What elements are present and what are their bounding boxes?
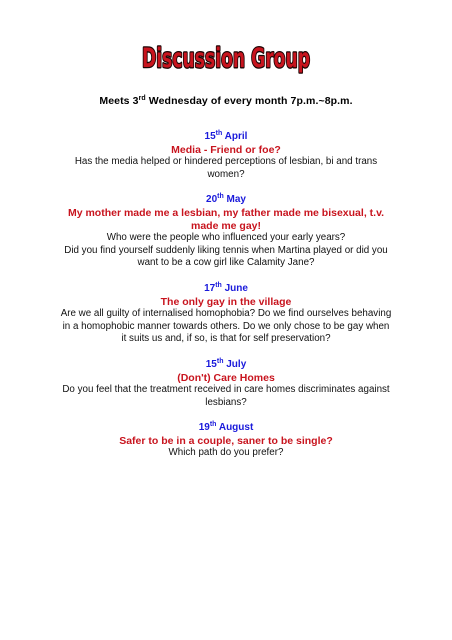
session-topic: (Don't) Care Homes <box>177 371 275 384</box>
sessions-list <box>12 131 440 473</box>
session-date-month: June <box>221 282 248 294</box>
page-title: Discussion Group <box>142 43 310 74</box>
session-topic: The only gay in the village <box>160 295 292 308</box>
session-description-line: it suits us and, if so, is that for self preservation? <box>121 333 331 345</box>
session-topic: Media - Friend or foe? <box>171 143 281 156</box>
meets-suffix: Wednesday of every month 7p.m.~8p.m. <box>145 95 353 107</box>
session-date-day: 20 <box>206 194 218 206</box>
session-date-ordinal: th <box>215 281 222 289</box>
session-description-line: Did you find yourself suddenly liking tennis when Martina played or did you <box>64 244 388 256</box>
session-item <box>12 131 440 181</box>
session-description-line: Do you feel that the treatment received in care homes discriminates against <box>62 384 390 396</box>
session-item <box>12 422 440 460</box>
meets-ordinal: rd <box>138 95 146 102</box>
session-date <box>12 359 440 372</box>
session-date-month: April <box>222 131 248 142</box>
session-description-line: want to be a cow girl like Calamity Jane? <box>137 257 315 269</box>
session-date-ordinal: th <box>216 357 224 365</box>
session-topic: made me gay! <box>190 219 262 232</box>
session-date <box>12 422 440 435</box>
session-description-line: Are we all guilty of internalised homophobia? Do we find ourselves behaving <box>60 308 392 320</box>
title-wordart <box>136 36 316 76</box>
title-banner <box>0 36 452 81</box>
session-topic: My mother made me a lesbian, my father made me bisexual, t.v. <box>67 206 385 219</box>
session-date-day: 17 <box>204 282 216 294</box>
session-item <box>12 194 440 270</box>
session-item <box>12 283 440 346</box>
session-description-line: Who were the people who influenced your early years? <box>106 232 346 244</box>
meets-prefix: Meets 3 <box>99 95 139 107</box>
session-date <box>12 194 440 207</box>
session-date-month: July <box>223 358 247 370</box>
session-date <box>12 283 440 296</box>
meeting-schedule <box>0 95 452 107</box>
session-date <box>12 131 440 144</box>
session-date-day: 15 <box>205 358 217 370</box>
session-description-line: women? <box>207 168 245 180</box>
session-date-ordinal: th <box>209 421 217 429</box>
session-topic: Safer to be in a couple, saner to be single? <box>119 434 333 447</box>
session-description-line: lesbians? <box>205 396 247 408</box>
session-date-day: 15 <box>204 131 216 142</box>
session-description-line: in a homophobic manner towards others. Do we only chose to be gay when <box>62 320 390 332</box>
session-date-ordinal: th <box>217 193 224 201</box>
session-item <box>12 359 440 409</box>
session-date-ordinal: th <box>215 130 223 137</box>
session-description-line: Has the media helped or hindered perceptions of lesbian, bi and trans <box>74 156 378 168</box>
session-date-month: May <box>223 194 246 206</box>
session-description-line: Which path do you prefer? <box>168 447 284 459</box>
session-date-month: August <box>216 422 254 434</box>
session-date-day: 19 <box>198 422 210 434</box>
